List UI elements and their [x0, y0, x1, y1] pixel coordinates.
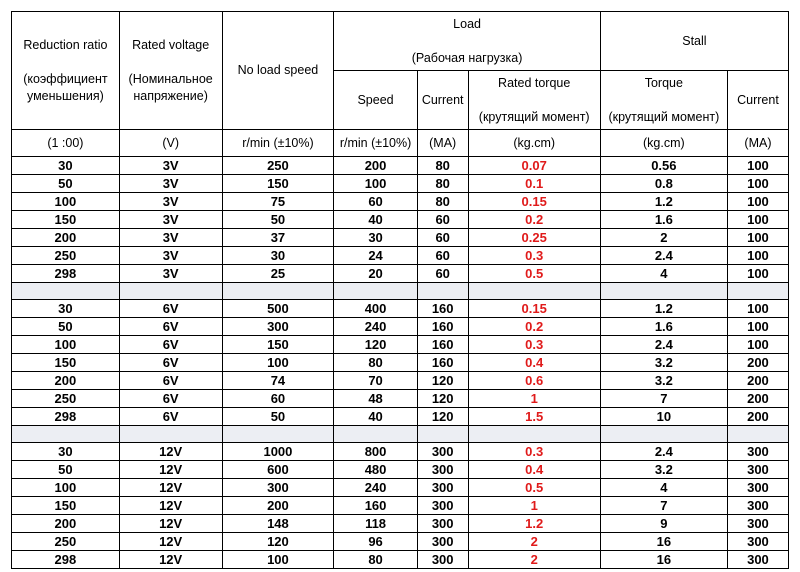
ratio-cell: 150: [12, 211, 120, 229]
no-load-speed-cell: 100: [222, 551, 334, 569]
ratio-cell: 298: [12, 265, 120, 283]
no-load-speed-cell: 500: [222, 300, 334, 318]
group-separator-row: [12, 426, 789, 443]
stall-current-cell: 100: [727, 229, 788, 247]
table-row: [12, 175, 789, 193]
unit-voltage: (V): [119, 130, 222, 157]
ratio-cell: 200: [12, 515, 120, 533]
rated-torque-cell: 1.2: [468, 515, 600, 533]
no-load-speed-cell: 60: [222, 390, 334, 408]
table-row: [12, 372, 789, 390]
load-speed-cell: 80: [334, 354, 417, 372]
voltage-cell: 12V: [119, 497, 222, 515]
load-current-cell: 300: [417, 461, 468, 479]
load-current-cell: 60: [417, 229, 468, 247]
rated-torque-cell: 0.4: [468, 354, 600, 372]
table-row: [12, 354, 789, 372]
stall-current-cell: 100: [727, 265, 788, 283]
voltage-cell: 12V: [119, 551, 222, 569]
stall-torque-cell: 1.6: [600, 211, 727, 229]
rated-torque-cell: 0.3: [468, 443, 600, 461]
stall-current-cell: 100: [727, 211, 788, 229]
voltage-cell: 3V: [119, 175, 222, 193]
stall-torque-cell: 2.4: [600, 247, 727, 265]
stall-torque-cell: 10: [600, 408, 727, 426]
table-row: [12, 336, 789, 354]
load-current-cell: 160: [417, 318, 468, 336]
ratio-cell: 100: [12, 336, 120, 354]
rated-torque-cell: 0.15: [468, 193, 600, 211]
load-current-cell: 300: [417, 497, 468, 515]
no-load-speed-cell: 30: [222, 247, 334, 265]
rated-torque-label: Rated torque: [498, 75, 571, 90]
unit-rated-torque: (kg.cm): [468, 130, 600, 157]
stall-torque-cell: 1.2: [600, 300, 727, 318]
load-speed-cell: 40: [334, 408, 417, 426]
stall-torque-label: Torque: [644, 75, 683, 90]
voltage-cell: 12V: [119, 479, 222, 497]
stall-current-cell: 100: [727, 247, 788, 265]
stall-current-cell: 300: [727, 497, 788, 515]
table-row: [12, 229, 789, 247]
speed-header: [334, 71, 417, 130]
no-load-speed-header: [222, 12, 334, 130]
stall-torque-cell: 1.2: [600, 193, 727, 211]
rated-torque-cell: 0.5: [468, 265, 600, 283]
stall-torque-cell: 1.6: [600, 318, 727, 336]
table-row: [12, 533, 789, 551]
load-current-cell: 120: [417, 408, 468, 426]
stall-torque-cell: 2.4: [600, 443, 727, 461]
separator-cell: [12, 426, 120, 443]
separator-cell: [222, 283, 334, 300]
table-row: [12, 265, 789, 283]
load-speed-cell: 100: [334, 175, 417, 193]
stall-torque-header: [600, 71, 727, 130]
no-load-speed-cell: 75: [222, 193, 334, 211]
no-load-speed-cell: 150: [222, 175, 334, 193]
rated-torque-cell: 0.2: [468, 318, 600, 336]
stall-current-cell: 100: [727, 175, 788, 193]
speed-label: Speed: [357, 92, 394, 107]
stall-current-cell: 200: [727, 354, 788, 372]
load-speed-cell: 240: [334, 318, 417, 336]
motor-spec-table: [11, 11, 789, 569]
rated-voltage-label-ru: (Номинальное напряжение): [128, 71, 213, 103]
table-row: [12, 515, 789, 533]
separator-cell: [468, 283, 600, 300]
no-load-speed-cell: 100: [222, 354, 334, 372]
no-load-speed-cell: 37: [222, 229, 334, 247]
unit-stall-torque: (kg.cm): [600, 130, 727, 157]
table-row: [12, 300, 789, 318]
load-speed-cell: 30: [334, 229, 417, 247]
stall-current-cell: 200: [727, 390, 788, 408]
load-current-cell: 60: [417, 211, 468, 229]
load-current-cell: 80: [417, 193, 468, 211]
voltage-cell: 12V: [119, 461, 222, 479]
load-current-cell: 160: [417, 336, 468, 354]
table-row: [12, 551, 789, 569]
unit-speed: r/min (±10%): [334, 130, 417, 157]
unit-stall-current: (MA): [727, 130, 788, 157]
load-speed-cell: 400: [334, 300, 417, 318]
load-speed-cell: 200: [334, 157, 417, 175]
stall-label: Stall: [682, 33, 707, 48]
ratio-cell: 150: [12, 354, 120, 372]
load-speed-cell: 240: [334, 479, 417, 497]
ratio-cell: 250: [12, 247, 120, 265]
header-row-top: [12, 12, 789, 71]
stall-current-cell: 300: [727, 515, 788, 533]
voltage-cell: 6V: [119, 408, 222, 426]
stall-current-cell: 100: [727, 336, 788, 354]
load-current-cell: 300: [417, 515, 468, 533]
load-current-cell: 120: [417, 390, 468, 408]
reduction-ratio-label-ru: (коэффициент уменьшения): [23, 71, 108, 103]
table-row: [12, 193, 789, 211]
no-load-speed-cell: 300: [222, 318, 334, 336]
current-header: [417, 71, 468, 130]
load-current-cell: 300: [417, 479, 468, 497]
ratio-cell: 200: [12, 229, 120, 247]
rated-voltage-label: Rated voltage: [132, 37, 210, 52]
unit-ratio: (1 :00): [12, 130, 120, 157]
load-speed-cell: 480: [334, 461, 417, 479]
load-speed-cell: 20: [334, 265, 417, 283]
rated-torque-cell: 2: [468, 551, 600, 569]
stall-header: [600, 12, 788, 71]
stall-torque-cell: 2.4: [600, 336, 727, 354]
no-load-speed-cell: 50: [222, 211, 334, 229]
no-load-speed-cell: 150: [222, 336, 334, 354]
separator-cell: [334, 283, 417, 300]
load-current-cell: 60: [417, 265, 468, 283]
voltage-cell: 3V: [119, 265, 222, 283]
units-row: [12, 130, 789, 157]
rated-torque-header: [468, 71, 600, 130]
table-row: [12, 247, 789, 265]
voltage-cell: 3V: [119, 229, 222, 247]
spec-body: [12, 157, 789, 569]
rated-torque-cell: 0.07: [468, 157, 600, 175]
no-load-speed-cell: 200: [222, 497, 334, 515]
load-current-cell: 60: [417, 247, 468, 265]
voltage-cell: 6V: [119, 354, 222, 372]
load-current-cell: 300: [417, 551, 468, 569]
table-row: [12, 211, 789, 229]
voltage-cell: 3V: [119, 211, 222, 229]
voltage-cell: 12V: [119, 533, 222, 551]
voltage-cell: 6V: [119, 318, 222, 336]
stall-current-cell: 100: [727, 300, 788, 318]
rated-torque-cell: 1: [468, 497, 600, 515]
current-label: Current: [421, 92, 464, 107]
load-speed-cell: 96: [334, 533, 417, 551]
ratio-cell: 100: [12, 479, 120, 497]
stall-torque-cell: 0.56: [600, 157, 727, 175]
load-current-cell: 120: [417, 372, 468, 390]
rated-torque-cell: 0.3: [468, 247, 600, 265]
load-speed-cell: 48: [334, 390, 417, 408]
no-load-speed-cell: 50: [222, 408, 334, 426]
voltage-cell: 3V: [119, 193, 222, 211]
ratio-cell: 250: [12, 533, 120, 551]
load-current-cell: 300: [417, 533, 468, 551]
separator-cell: [334, 426, 417, 443]
rated-torque-cell: 0.3: [468, 336, 600, 354]
rated-torque-cell: 0.4: [468, 461, 600, 479]
stall-current-cell: 300: [727, 461, 788, 479]
load-speed-cell: 70: [334, 372, 417, 390]
stall-current-cell: 300: [727, 551, 788, 569]
voltage-cell: 6V: [119, 372, 222, 390]
stall-current-cell: 200: [727, 372, 788, 390]
load-current-cell: 300: [417, 443, 468, 461]
voltage-cell: 3V: [119, 157, 222, 175]
rated-torque-cell: 0.2: [468, 211, 600, 229]
table-row: [12, 479, 789, 497]
reduction-ratio-header: [12, 12, 120, 130]
load-label-ru: (Рабочая нагрузка): [411, 50, 523, 65]
separator-cell: [600, 283, 727, 300]
voltage-cell: 6V: [119, 336, 222, 354]
stall-current-cell: 200: [727, 408, 788, 426]
voltage-cell: 6V: [119, 390, 222, 408]
stall-torque-cell: 16: [600, 551, 727, 569]
table-row: [12, 443, 789, 461]
table-row: [12, 390, 789, 408]
separator-cell: [600, 426, 727, 443]
table-row: [12, 157, 789, 175]
ratio-cell: 30: [12, 157, 120, 175]
stall-current-label: Current: [737, 92, 779, 107]
rated-torque-cell: 1: [468, 390, 600, 408]
stall-torque-cell: 3.2: [600, 461, 727, 479]
ratio-cell: 298: [12, 408, 120, 426]
separator-cell: [468, 426, 600, 443]
load-speed-cell: 60: [334, 193, 417, 211]
stall-torque-cell: 0.8: [600, 175, 727, 193]
load-current-cell: 80: [417, 175, 468, 193]
stall-current-header: [727, 71, 788, 130]
separator-cell: [417, 426, 468, 443]
stall-current-cell: 300: [727, 443, 788, 461]
rated-torque-cell: 0.6: [468, 372, 600, 390]
no-load-speed-cell: 25: [222, 265, 334, 283]
no-load-speed-cell: 300: [222, 479, 334, 497]
voltage-cell: 3V: [119, 247, 222, 265]
ratio-cell: 200: [12, 372, 120, 390]
separator-cell: [727, 283, 788, 300]
unit-no-load: r/min (±10%): [222, 130, 334, 157]
ratio-cell: 150: [12, 497, 120, 515]
table-row: [12, 461, 789, 479]
rated-torque-label-ru: (крутящий момент): [478, 109, 590, 124]
ratio-cell: 298: [12, 551, 120, 569]
rated-torque-cell: 1.5: [468, 408, 600, 426]
no-load-speed-cell: 1000: [222, 443, 334, 461]
separator-cell: [727, 426, 788, 443]
stall-current-cell: 100: [727, 157, 788, 175]
load-speed-cell: 120: [334, 336, 417, 354]
table-row: [12, 408, 789, 426]
voltage-cell: 12V: [119, 515, 222, 533]
stall-torque-cell: 16: [600, 533, 727, 551]
voltage-cell: 12V: [119, 443, 222, 461]
load-label: Load: [453, 16, 481, 31]
stall-torque-cell: 7: [600, 497, 727, 515]
load-speed-cell: 80: [334, 551, 417, 569]
load-current-cell: 160: [417, 300, 468, 318]
load-speed-cell: 160: [334, 497, 417, 515]
table-row: [12, 497, 789, 515]
ratio-cell: 50: [12, 461, 120, 479]
stall-torque-cell: 4: [600, 265, 727, 283]
separator-cell: [119, 426, 222, 443]
rated-torque-cell: 2: [468, 533, 600, 551]
stall-current-cell: 100: [727, 318, 788, 336]
stall-torque-cell: 7: [600, 390, 727, 408]
separator-cell: [119, 283, 222, 300]
load-speed-cell: 40: [334, 211, 417, 229]
ratio-cell: 50: [12, 175, 120, 193]
stall-torque-cell: 4: [600, 479, 727, 497]
rated-voltage-header: [119, 12, 222, 130]
no-load-speed-cell: 148: [222, 515, 334, 533]
separator-cell: [12, 283, 120, 300]
no-load-speed-label: No load speed: [237, 63, 319, 77]
no-load-speed-cell: 74: [222, 372, 334, 390]
load-speed-cell: 24: [334, 247, 417, 265]
reduction-ratio-label: Reduction ratio: [23, 37, 108, 52]
load-speed-cell: 800: [334, 443, 417, 461]
separator-cell: [417, 283, 468, 300]
table-row: [12, 318, 789, 336]
rated-torque-cell: 0.1: [468, 175, 600, 193]
stall-current-cell: 300: [727, 479, 788, 497]
stall-torque-cell: 2: [600, 229, 727, 247]
ratio-cell: 250: [12, 390, 120, 408]
ratio-cell: 50: [12, 318, 120, 336]
load-header: [334, 12, 600, 71]
load-current-cell: 160: [417, 354, 468, 372]
voltage-cell: 6V: [119, 300, 222, 318]
stall-current-cell: 100: [727, 193, 788, 211]
rated-torque-cell: 0.5: [468, 479, 600, 497]
separator-cell: [222, 426, 334, 443]
rated-torque-cell: 0.15: [468, 300, 600, 318]
no-load-speed-cell: 600: [222, 461, 334, 479]
ratio-cell: 30: [12, 300, 120, 318]
ratio-cell: 30: [12, 443, 120, 461]
group-separator-row: [12, 283, 789, 300]
unit-current: (MA): [417, 130, 468, 157]
stall-torque-label-ru: (крутящий момент): [608, 109, 720, 124]
rated-torque-cell: 0.25: [468, 229, 600, 247]
load-speed-cell: 118: [334, 515, 417, 533]
stall-current-cell: 300: [727, 533, 788, 551]
no-load-speed-cell: 250: [222, 157, 334, 175]
ratio-cell: 100: [12, 193, 120, 211]
stall-torque-cell: 3.2: [600, 372, 727, 390]
no-load-speed-cell: 120: [222, 533, 334, 551]
stall-torque-cell: 9: [600, 515, 727, 533]
load-current-cell: 80: [417, 157, 468, 175]
stall-torque-cell: 3.2: [600, 354, 727, 372]
